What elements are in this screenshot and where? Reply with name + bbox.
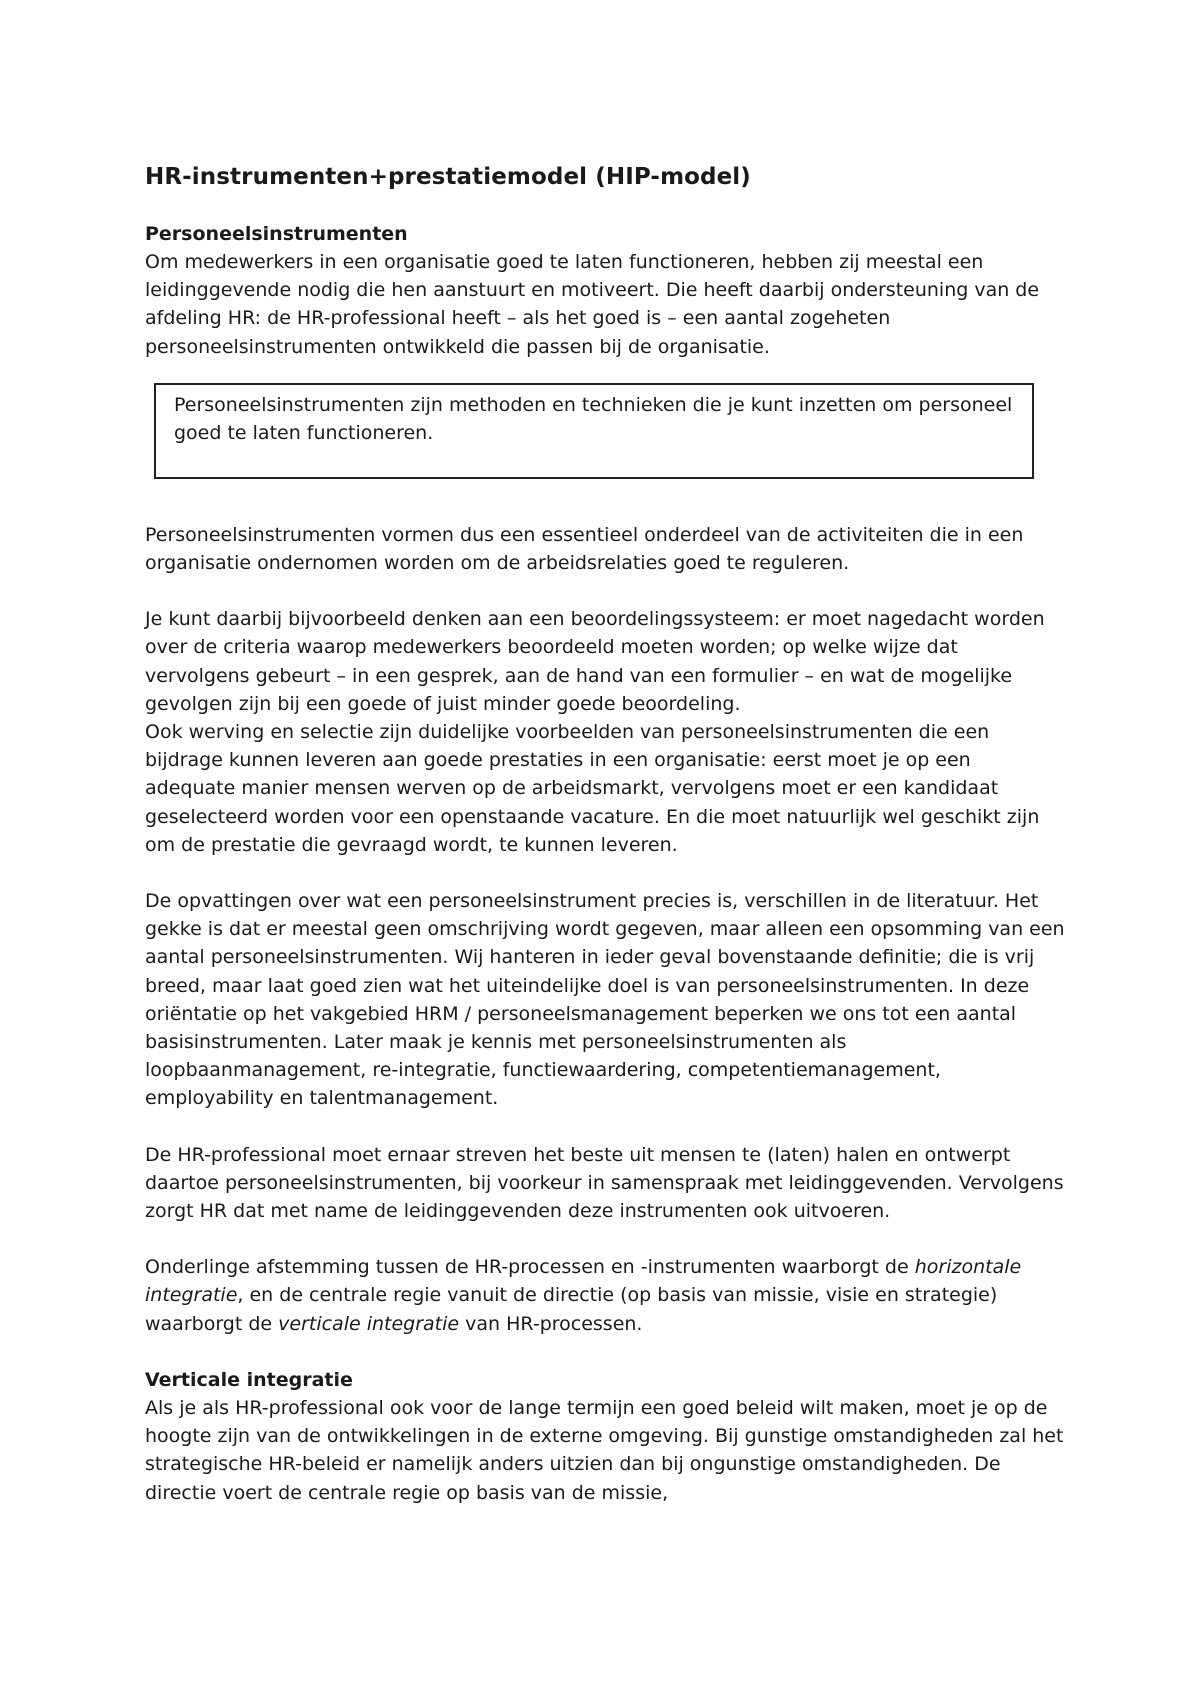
- document-page: [145, 162, 1065, 1507]
- section-heading-verticale-integratie: Verticale integratie: [145, 1368, 353, 1391]
- paragraph-werving-selectie: Ook werving en selectie zijn duidelijke voorbeelden van personeelsinstrumenten die een bijdrage kunnen leveren aan goede prestaties in een organisatie: eerst moet je op een adequate manier mensen werven op de arbeidsmarkt, vervolgens moet er een kandidaat geselecteerd worden voor een openstaande vacature. En die moet natuurlijk wel geschikt zijn om de prestatie die gevraagd wordt, te kunnen leveren.: [145, 721, 1040, 856]
- paragraph-beoordelingssysteem: Je kunt daarbij bijvoorbeeld denken aan een beoordelingssysteem: er moet nagedacht worden over de criteria waarop medewerkers beoordeeld moeten worden; op welke wijze dat vervolgens gebeurt – in een gesprek, aan de hand van een formulier – en wat de mogelijke gevolgen zijn bij een goede of juist minder goede beoordeling.: [145, 608, 1045, 715]
- horizontale-integratie-term: horizontale integratie: [145, 1256, 1022, 1307]
- definition-box: [154, 383, 1034, 479]
- afstemming-text-1: Onderlinge afstemming tussen de HR-processen en -instrumenten waarborgt de: [145, 1256, 915, 1279]
- paragraph-essentieel: Personeelsinstrumenten vormen dus een essentieel onderdeel van de activiteiten die in een organisatie ondernomen worden om de arbeidsrelaties goed te reguleren.: [145, 523, 1024, 575]
- intro-paragraph: Om medewerkers in een organisatie goed te laten functioneren, hebben zij meestal een leidinggevende nodig die hen aanstuurt en motiveert. Die heeft daarbij ondersteuning van de afdeling HR: de HR-professional heeft – als het goed is – een aantal zogeheten personeelsinstrumenten ontwikkeld die passen bij de organisatie.: [145, 251, 1040, 358]
- definition-text: Personeelsinstrumenten zijn methoden en technieken die je kunt inzetten om personeel goed te laten functioneren.: [174, 393, 1013, 445]
- afstemming-text-3: van HR-processen.: [459, 1312, 643, 1335]
- verticale-integratie-term: verticale integratie: [278, 1312, 460, 1335]
- paragraph-lange-termijn: Als je als HR-professional ook voor de lange termijn een goed beleid wilt maken, moet je op de hoogte zijn van de ontwikkelingen in de externe omgeving. Bij gunstige omstandigheden zal het strategische HR-beleid er namelijk anders uitzien dan bij ongunstige omstandigheden. De directie voert de centrale regie op basis van de missie,: [145, 1396, 1064, 1504]
- paragraph-opvattingen: De opvattingen over wat een personeelsinstrument precies is, verschillen in de literatuur. Het gekke is dat er meestal geen omschrijving wordt gegeven, maar alleen een opsomming van een aantal personeelsinstrumenten. Wij hanteren in ieder geval bovenstaande definitie; die is vrij breed, maar laat goed zien wat het uiteindelijke doel is van personeelsinstrumenten. In deze oriëntatie op het vakgebied HRM / personeelsmanagement beperken we ons tot een aantal basisinstrumenten. Later maak je kennis met personeelsinstrumenten als loopbaanmanagement, re-integratie, functiewaardering, competentiemanagement, employability en talentmanagement.: [145, 890, 1065, 1110]
- paragraph-hr-professional: De HR-professional moet ernaar streven het beste uit mensen te (laten) halen en ontwerpt daartoe personeelsinstrumenten, bij voorkeur in samenspraak met leidinggevenden. Vervolgens zorgt HR dat met name de leidinggevenden deze instrumenten ook uitvoeren.: [145, 1143, 1064, 1223]
- paragraph-afstemming: [145, 1253, 1065, 1338]
- afstemming-text-2: , en de centrale regie vanuit de directie (op basis van missie, visie en strategie) waarborgt de: [145, 1284, 998, 1335]
- section-heading-personeelsinstrumenten: Personeelsinstrumenten: [145, 223, 408, 245]
- document-title: HR-instrumenten+prestatiemodel (HIP-model): [145, 164, 751, 190]
